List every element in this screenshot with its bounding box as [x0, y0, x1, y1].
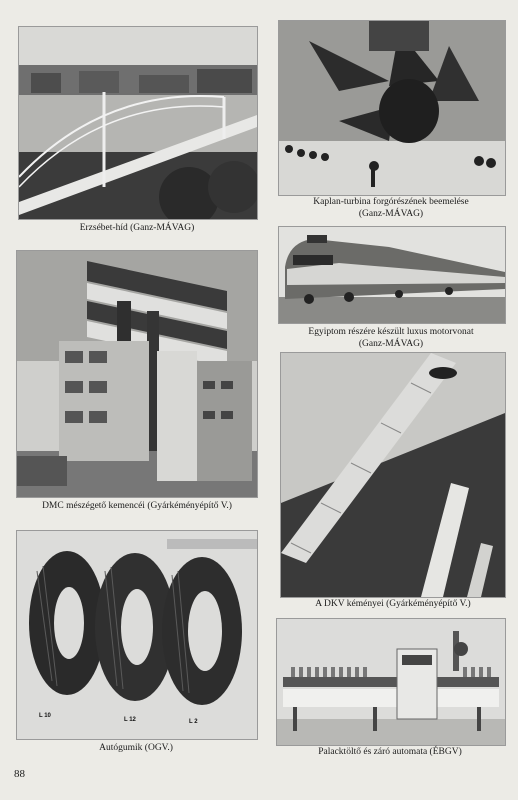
tire-label-3: L 2	[189, 719, 198, 725]
page-number: 88	[14, 768, 25, 780]
chimneys-photo	[280, 352, 506, 598]
turbine-caption-line1: Kaplan-turbina forgórészének beemelése	[313, 197, 469, 207]
train-caption-line2: (Ganz-MÁVAG)	[358, 339, 424, 349]
tire-label-1: L 10	[39, 713, 51, 719]
chimneys-caption: A DKV kéményei (Gyárkéményépítő V.)	[315, 599, 471, 609]
tires-caption: Autógumik (OGV.)	[99, 743, 173, 753]
train-caption-line1: Egyiptom részére készült luxus motorvonat	[308, 327, 474, 337]
kilns-caption: DMC mészégető kemencéi (Gyárkéményépítő V.)	[42, 501, 232, 511]
turbine-caption-line2: (Ganz-MÁVAG)	[358, 209, 424, 219]
kilns-photo	[16, 250, 258, 498]
bridge-photo	[18, 26, 258, 220]
bottling-caption: Palacktöltő és záró automata (ÉBGV)	[318, 747, 462, 757]
train-photo	[278, 226, 506, 324]
tire-label-2: L 12	[124, 717, 136, 723]
bottling-photo	[276, 618, 506, 746]
bridge-caption: Erzsébet-híd (Ganz-MÁVAG)	[79, 223, 195, 233]
tires-photo	[16, 530, 258, 740]
turbine-photo	[278, 20, 506, 196]
